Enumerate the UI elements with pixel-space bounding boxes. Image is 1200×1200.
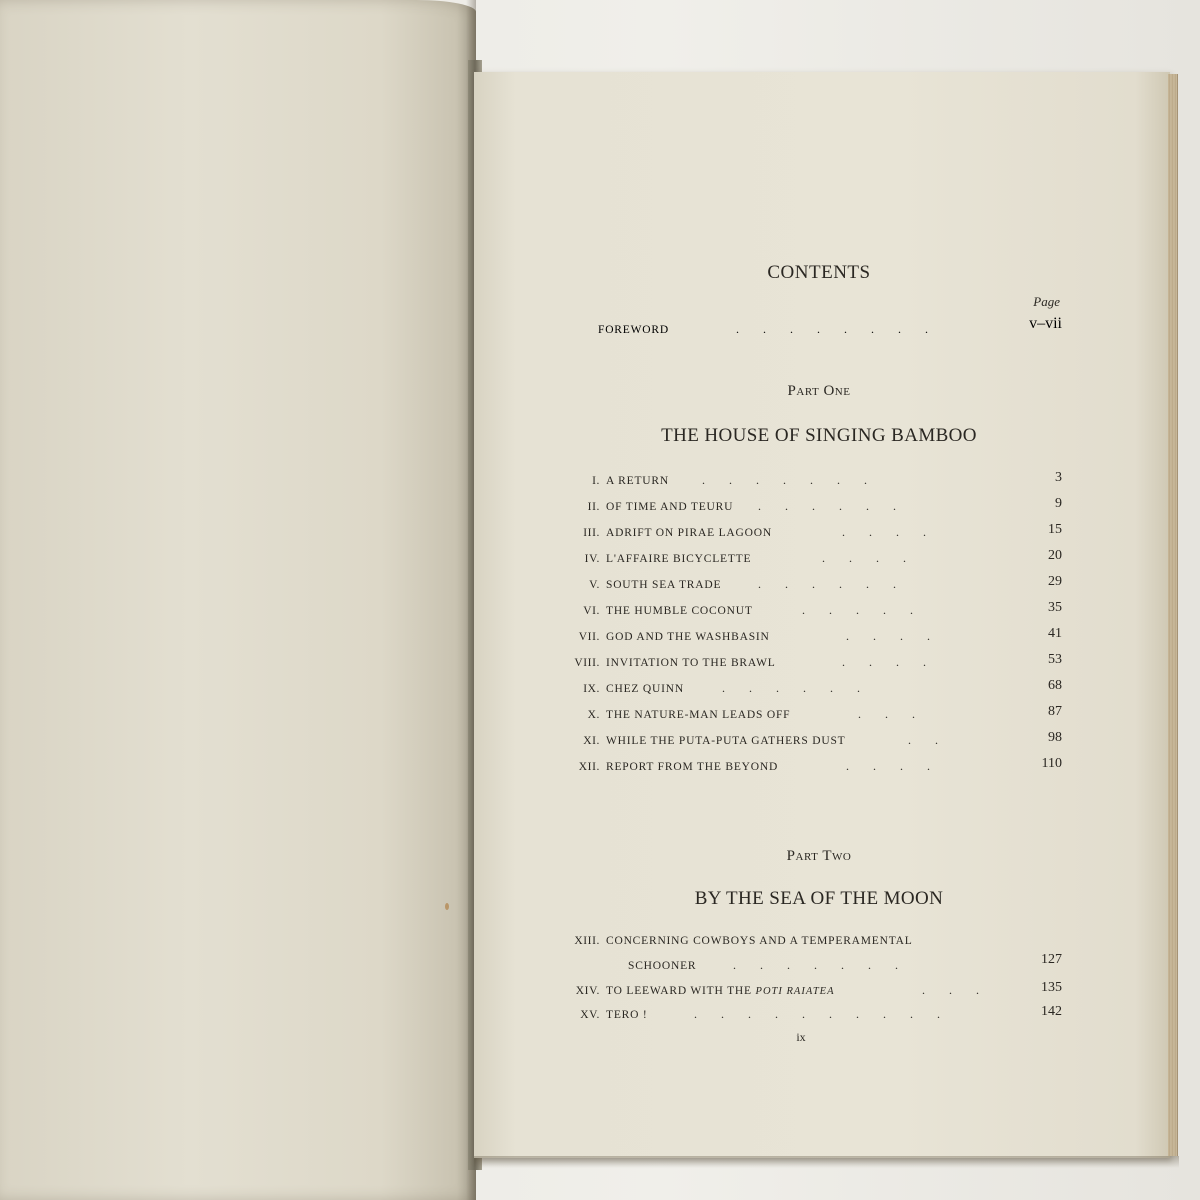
leader-dots: . . . . . . . .	[736, 322, 928, 336]
leader-dots: . . . . . .	[722, 681, 860, 695]
chapter-page: 68	[1048, 678, 1062, 693]
chapter-title: CONCERNING COWBOYS AND A TEMPERAMENTAL	[606, 935, 913, 947]
chapter-page: 41	[1048, 626, 1062, 641]
chapter-number: XV.	[580, 1009, 600, 1021]
chapter-number: X.	[587, 709, 600, 721]
chapter-row[interactable]	[500, 1006, 1062, 1028]
chapter-row[interactable]	[500, 706, 1062, 728]
page-column-label: Page	[1033, 294, 1060, 309]
chapter-page: 53	[1048, 652, 1062, 667]
chapter-title: ADRIFT ON PIRAE LAGOON	[606, 527, 772, 539]
chapter-title: CHEZ QUINN	[606, 683, 684, 695]
page-folio: ix	[796, 1030, 806, 1044]
left-page	[0, 0, 476, 1200]
leader-dots: . . . .	[842, 525, 926, 539]
part-one-label: Part One	[787, 383, 851, 399]
chapter-title: OF TIME AND TEURU	[606, 501, 734, 513]
contents-heading: CONTENTS	[767, 262, 871, 283]
chapter-page: 87	[1048, 704, 1062, 719]
chapter-page: 3	[1055, 470, 1062, 485]
leader-dots: . . . .	[822, 551, 906, 565]
chapter-row[interactable]	[500, 576, 1062, 598]
page-edges	[1168, 74, 1178, 1156]
part-two-label: Part Two	[786, 848, 852, 864]
chapter-title: L'AFFAIRE BICYCLETTE	[606, 553, 752, 565]
leader-dots: . . . .	[846, 629, 930, 643]
chapter-page: 127	[1041, 952, 1062, 967]
chapter-number: II.	[587, 501, 600, 513]
leader-dots: . . . . . .	[758, 499, 896, 513]
leader-dots: . . . . .	[802, 603, 913, 617]
chapter-page: 142	[1041, 1004, 1062, 1019]
chapter-number: VI.	[583, 605, 600, 617]
ship-name: POTI RAIATEA	[755, 986, 835, 997]
leader-dots: . . . . . . .	[702, 473, 867, 487]
chapter-number: VII.	[578, 631, 600, 643]
leader-dots: . . . . . . .	[733, 958, 898, 972]
chapter-row[interactable]	[500, 680, 1062, 702]
foreword-label: FOREWORD	[598, 324, 669, 336]
chapter-row[interactable]	[500, 550, 1062, 572]
chapter-row[interactable]	[500, 498, 1062, 520]
leader-dots: . . . .	[842, 655, 926, 669]
chapter-title: REPORT FROM THE BEYOND	[606, 761, 779, 773]
part-one-title: THE HOUSE OF SINGING BAMBOO	[661, 425, 977, 446]
leader-dots: . . . . . .	[758, 577, 896, 591]
chapter-number: IX.	[583, 683, 600, 695]
chapter-row[interactable]	[500, 758, 1062, 780]
chapter-number: VIII.	[574, 657, 600, 669]
part-two-title: BY THE SEA OF THE MOON	[694, 888, 944, 909]
chapter-number: I.	[592, 475, 600, 487]
foreword-page: v–vii	[1029, 315, 1062, 332]
page-shadow	[474, 1156, 1179, 1168]
chapter-page: 98	[1048, 730, 1062, 745]
chapter-title: TERO !	[606, 1009, 648, 1021]
chapter-number: XIV.	[575, 985, 600, 997]
chapter-title: THE HUMBLE COCONUT	[606, 605, 753, 617]
leader-dots: . . . .	[846, 759, 930, 773]
chapter-row[interactable]	[500, 932, 1062, 976]
foxing-spot	[445, 903, 449, 910]
chapter-number: V.	[589, 579, 600, 591]
chapter-title: A RETURN	[606, 475, 669, 487]
chapter-title: SOUTH SEA TRADE	[606, 579, 722, 591]
chapter-page: 20	[1048, 548, 1062, 563]
chapter-row[interactable]	[500, 524, 1062, 546]
leader-dots: . . .	[858, 707, 915, 721]
chapter-title-continued: SCHOONER	[628, 960, 697, 972]
chapter-page: 135	[1041, 980, 1062, 995]
chapter-title: INVITATION TO THE BRAWL	[606, 657, 776, 669]
chapter-title: GOD AND THE WASHBASIN	[606, 631, 770, 643]
chapter-page: 110	[1041, 756, 1062, 771]
chapter-title: WHILE THE PUTA-PUTA GATHERS DUST	[606, 735, 846, 747]
foreword-row[interactable]	[500, 315, 1062, 343]
chapter-page: 9	[1055, 496, 1062, 511]
chapter-page: 35	[1048, 600, 1062, 615]
chapter-row[interactable]	[500, 628, 1062, 650]
leader-dots: . .	[908, 733, 938, 747]
leader-dots: . . . . . . . . . .	[694, 1007, 940, 1021]
chapter-number: III.	[583, 527, 600, 539]
chapter-title: TO LEEWARD WITH THE POTI RAIATEA	[606, 985, 835, 997]
chapter-page: 29	[1048, 574, 1062, 589]
leader-dots: . . .	[922, 983, 979, 997]
chapter-row[interactable]	[500, 472, 1062, 494]
chapter-number: XII.	[578, 761, 600, 773]
chapter-title: THE NATURE-MAN LEADS OFF	[606, 709, 791, 721]
chapter-number: IV.	[584, 553, 600, 565]
chapter-row[interactable]	[500, 602, 1062, 624]
chapter-row[interactable]	[500, 982, 1062, 1004]
chapter-number: XIII.	[574, 935, 600, 947]
chapter-row[interactable]	[500, 732, 1062, 754]
chapter-number: XI.	[583, 735, 600, 747]
chapter-page: 15	[1048, 522, 1062, 537]
chapter-row[interactable]	[500, 654, 1062, 676]
